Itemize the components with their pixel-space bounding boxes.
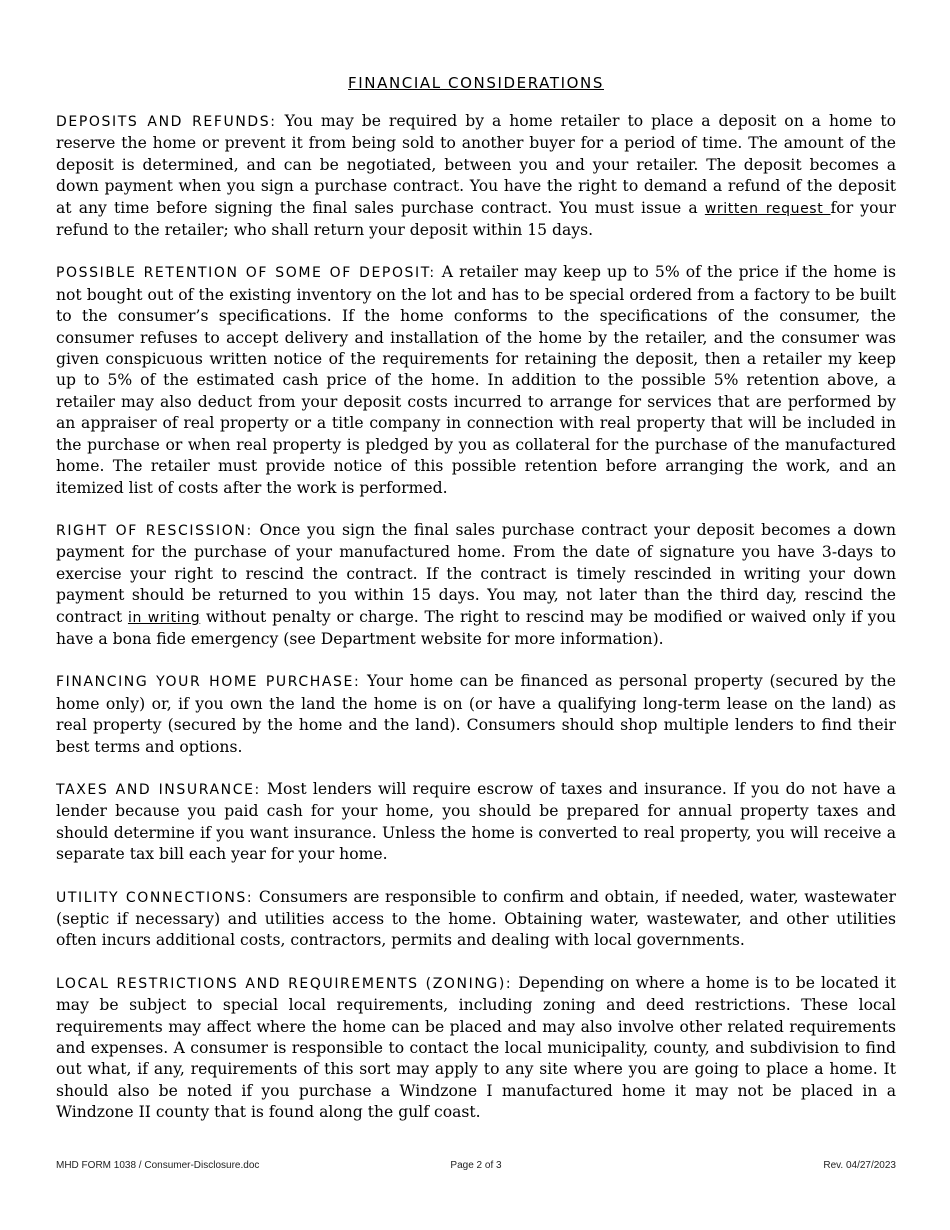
section-text: Once you sign the final sales purchase contract your deposit becomes a down payment for the purchase of your manufactured home. From the date of signature you have 3-days to exercise your right to rescind the contract. If the contract is timely rescinded in writing your down payment should be returned to you within 15 days. You may, not later than the third day, rescind the contract	[56, 520, 897, 626]
section-paragraph	[56, 887, 896, 952]
section-financing	[56, 671, 896, 758]
section-text: Your home can be financed as personal property (secured by the home only) or, if you own the land the home is on (or have a qualifying long-term lease on the land) as real property (secured by the home and the land). Consumers should shop multiple lenders to find their best terms and options.	[56, 672, 896, 756]
section-heading: RIGHT OF RESCISSION:	[56, 522, 253, 539]
section-deposits-and-refunds	[56, 111, 896, 241]
section-heading: POSSIBLE RETENTION OF SOME OF DEPOSIT:	[56, 265, 436, 282]
section-paragraph	[56, 111, 896, 241]
footer-revision-date: Rev. 04/27/2023	[823, 1160, 896, 1171]
section-paragraph	[56, 973, 896, 1124]
section-text: You may be required by a home retailer to place a deposit on a home to reserve the home or prevent it from being sold to another buyer for a period of time. The amount of the deposit is determined, and can be negotiated, between you and your retailer. The deposit becomes a down payment when you sign a purchase contract. You have the right to demand a refund of the deposit at any time before signing the final sales purchase contract. You must issue a	[56, 112, 896, 217]
footer-form-id: MHD FORM 1038 / Consumer-Disclosure.doc	[56, 1160, 260, 1171]
document-page	[56, 74, 896, 1145]
page-title: FINANCIAL CONSIDERATIONS	[348, 74, 604, 92]
section-utility-connections	[56, 887, 896, 952]
emphasis-written-request: written request	[704, 200, 831, 217]
section-heading: LOCAL RESTRICTIONS AND REQUIREMENTS (ZONING):	[56, 975, 513, 992]
section-text: without penalty or charge. The right to rescind may be modified or waived only if you have a bona fide emergency (see Department website for more information).	[56, 607, 897, 648]
page-footer	[56, 1160, 896, 1174]
section-heading: TAXES AND INSURANCE:	[56, 781, 261, 798]
section-text: Consumers are responsible to confirm and obtain, if needed, water, wastewater (septic if necessary) and utilities access to the home. Obtaining water, wastewater, and other utilities often incurs additional costs, contractors, permits and dealing with local governments.	[56, 887, 896, 950]
footer-page-number: Page 2 of 3	[450, 1160, 502, 1171]
section-paragraph	[56, 779, 896, 866]
section-possible-retention	[56, 262, 896, 498]
section-paragraph	[56, 262, 896, 498]
section-paragraph	[56, 671, 896, 758]
section-heading: DEPOSITS AND REFUNDS:	[56, 114, 277, 130]
section-text: Depending on where a home is to be located it may be subject to special local requirements, including zoning and deed restrictions. These local requirements may affect where the home can be placed and may also involve other related requirements and expenses. A consumer is responsible to contact the local municipality, county, and subdivision to find out what, if any, requirements of this sort may apply to any site where you are going to place a home. It should also be noted if you purchase a Windzone I manufactured home it may not be placed in a Windzone II county that is found along the gulf coast.	[56, 973, 897, 1122]
section-taxes-and-insurance	[56, 779, 896, 866]
section-text: for your refund to the retailer; who shall return your deposit within 15 days.	[56, 198, 896, 240]
section-text: Most lenders will require escrow of taxes and insurance. If you do not have a lender because you paid cash for your home, you should be prepared for annual property taxes and should determine if you want insurance. Unless the home is converted to real property, you will receive a separate tax bill each year for your home.	[56, 779, 896, 864]
emphasis-in-writing: in writing	[127, 609, 201, 626]
section-paragraph	[56, 520, 896, 650]
section-text: A retailer may keep up to 5% of the price if the home is not bought out of the existing inventory on the lot and has to be special ordered from a factory to be built to the consumer’s specifications. If the home conforms to the specifications of the consumer, the consumer refuses to accept delivery and installation of the home by the retailer, and the consumer was given conspicuous written notice of the requirements for retaining the deposit, then a retailer my keep up to 5% of the estimated cash price of the home. In addition to the possible 5% retention above, a retailer may also deduct from your deposit costs incurred to arrange for services that are performed by an appraiser of real property or a title company in connection with real property that will be included in the purchase or when real property is pledged by you as collateral for the purchase of the manufactured home. The retailer must provide notice of this possible retention before arranging the work, and an itemized list of costs after the work is performed.	[56, 263, 897, 497]
section-heading: UTILITY CONNECTIONS:	[56, 889, 254, 906]
section-local-restrictions	[56, 973, 896, 1124]
section-heading: FINANCING YOUR HOME PURCHASE:	[56, 674, 361, 691]
section-right-of-rescission	[56, 520, 896, 650]
